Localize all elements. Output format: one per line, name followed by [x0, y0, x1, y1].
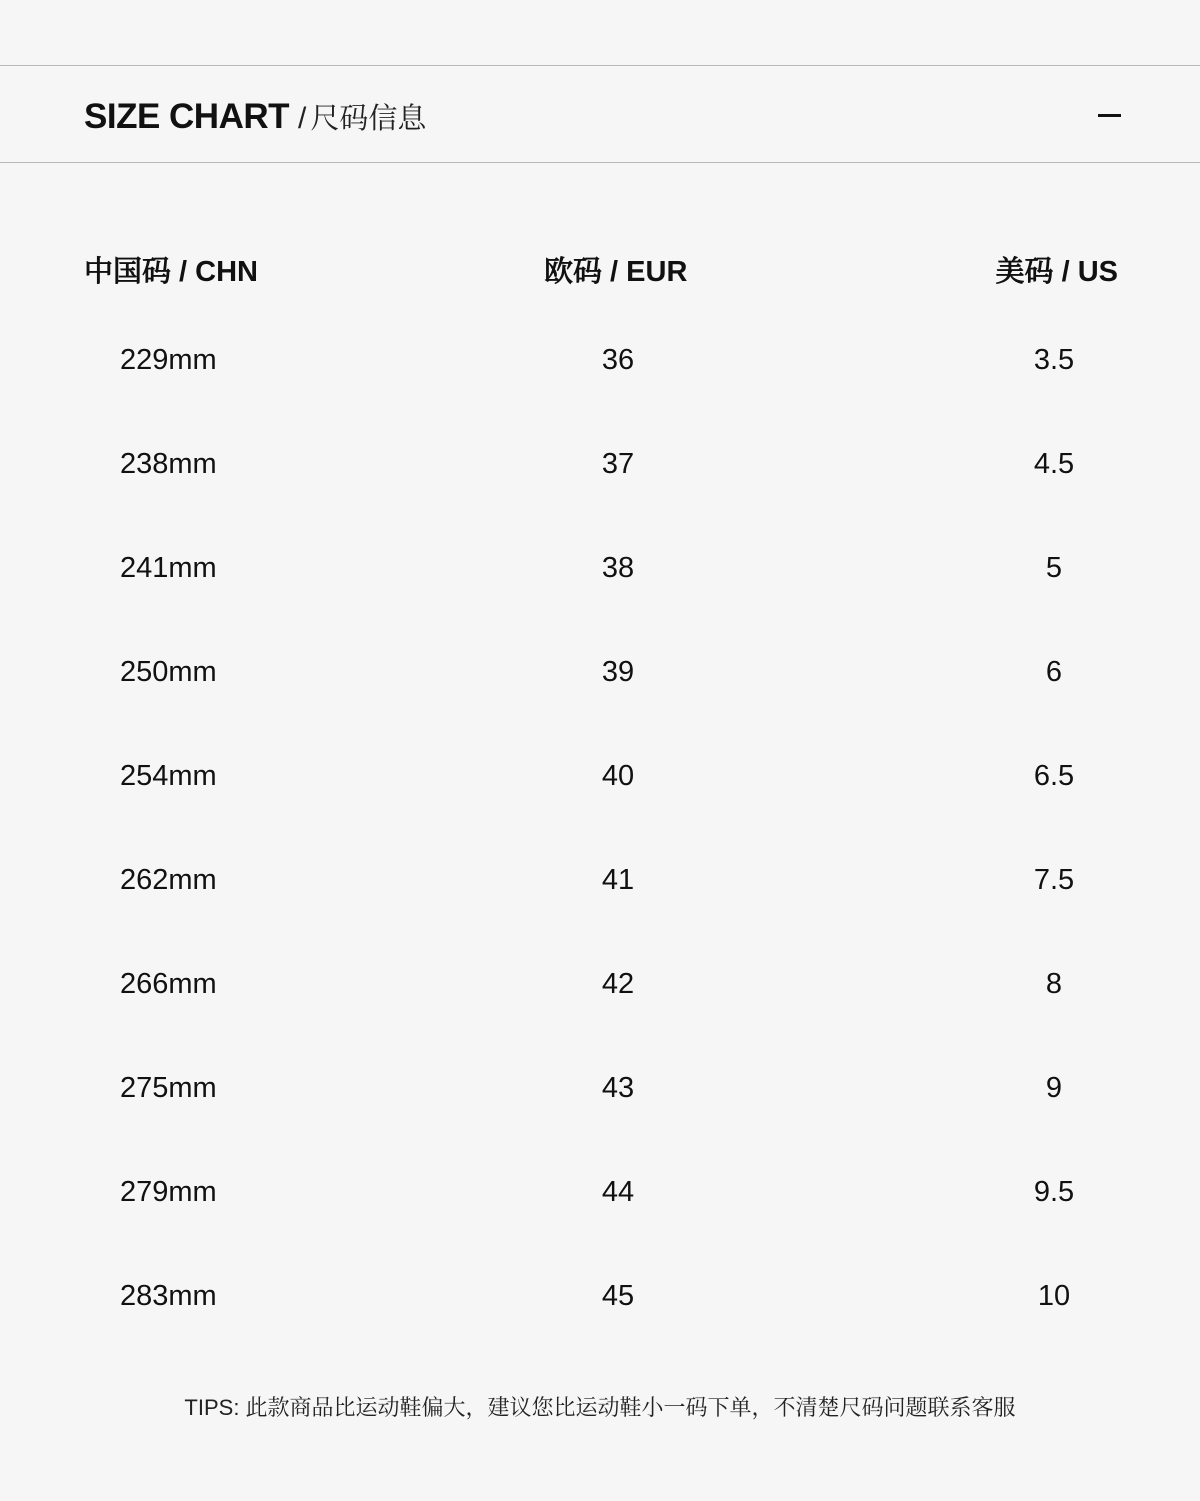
column-header-chn: 中国码 / CHN	[84, 256, 259, 288]
cell-chn: 262mm	[120, 864, 217, 896]
size-tips-note: TIPS: 此款商品比运动鞋偏大，建议您比运动鞋小一码下单，不清楚尺码问题联系客服	[184, 1395, 1016, 1420]
table-row	[0, 960, 1200, 1064]
cell-us: 7.5	[1033, 864, 1075, 896]
title-english: SIZE CHART	[84, 97, 289, 136]
table-row	[0, 648, 1200, 752]
cell-eur: 40	[601, 760, 635, 792]
minus-icon	[1098, 114, 1121, 117]
cell-chn: 229mm	[120, 344, 217, 376]
cell-us: 6	[1045, 656, 1063, 688]
cell-chn: 283mm	[120, 1280, 217, 1312]
column-header-us: 美码 / US	[995, 256, 1118, 288]
table-row	[0, 1272, 1200, 1376]
column-header-eur: 欧码 / EUR	[544, 256, 688, 288]
cell-eur: 39	[601, 656, 635, 688]
cell-eur: 37	[601, 448, 635, 480]
cell-eur: 36	[601, 344, 635, 376]
cell-us: 5	[1045, 552, 1063, 584]
cell-us: 6.5	[1033, 760, 1075, 792]
cell-eur: 44	[601, 1176, 635, 1208]
table-row	[0, 752, 1200, 856]
cell-chn: 254mm	[120, 760, 217, 792]
cell-chn: 238mm	[120, 448, 217, 480]
cell-eur: 41	[601, 864, 635, 896]
page-title	[84, 96, 426, 136]
cell-chn: 250mm	[120, 656, 217, 688]
cell-chn: 275mm	[120, 1072, 217, 1104]
cell-us: 10	[1037, 1280, 1071, 1312]
cell-us: 4.5	[1033, 448, 1075, 480]
table-row	[0, 1168, 1200, 1272]
cell-chn: 241mm	[120, 552, 217, 584]
cell-us: 9.5	[1033, 1176, 1075, 1208]
title-chinese: 尺码信息	[310, 103, 427, 135]
cell-us: 8	[1045, 968, 1063, 1000]
table-row	[0, 1064, 1200, 1168]
cell-us: 9	[1045, 1072, 1063, 1104]
cell-eur: 38	[601, 552, 635, 584]
collapse-button[interactable]	[1092, 100, 1126, 130]
size-table-body	[0, 336, 1200, 1376]
cell-eur: 42	[601, 968, 635, 1000]
table-row	[0, 544, 1200, 648]
table-row	[0, 440, 1200, 544]
cell-eur: 43	[601, 1072, 635, 1104]
table-row	[0, 336, 1200, 440]
size-chart-header[interactable]	[0, 66, 1200, 163]
cell-chn: 266mm	[120, 968, 217, 1000]
cell-chn: 279mm	[120, 1176, 217, 1208]
cell-eur: 45	[601, 1280, 635, 1312]
title-separator: /	[298, 102, 307, 135]
table-row	[0, 856, 1200, 960]
cell-us: 3.5	[1033, 344, 1075, 376]
